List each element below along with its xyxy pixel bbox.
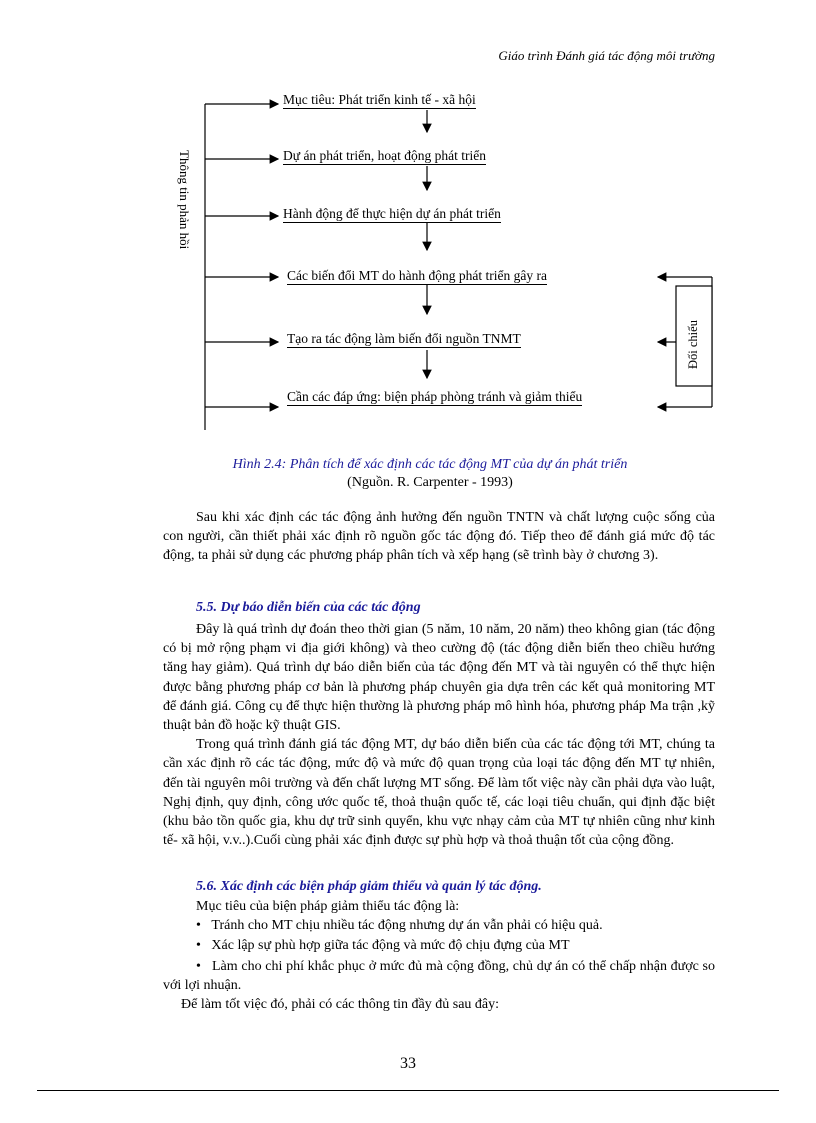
section-5-6-intro: Mục tiêu của biện pháp giảm thiểu tác động là: <box>196 899 460 914</box>
bullet-text: Làm cho chi phí khắc phục ở mức đủ mà cộng đồng, chủ dự án có thể chấp nhận được so với lợi nhuận. <box>163 959 715 994</box>
section-5-5-body <box>163 620 715 850</box>
node-response: Cần các đáp ứng: biện pháp phòng tránh và giảm thiểu <box>287 389 583 404</box>
node-changes: Các biến đổi MT do hành động phát triển gây ra <box>287 268 547 283</box>
section-5-5-paragraph-1: Đây là quá trình dự đoán theo thời gian (5 năm, 10 năm, 20 năm) theo không gian (tác động có bị mở rộng phạm vi địa giới không) và theo cường độ (tác động diễn biến theo chiều hướng tăng hay giảm). Quá trình dự báo diễn biến của tác động đến MT và tài nguyên có thể thực hiện được bằng phương pháp cơ bản là phương pháp chuyên gia dựa trên các kết quả monitoring MT để đánh giá. Công cụ để thực hiện thường là phương pháp mô hình hóa, phương pháp Ma trận ,kỹ thuật bản đồ hoặc kỹ thuật GIS. <box>163 622 715 734</box>
bullet-icon: • <box>196 938 212 953</box>
flow-diagram <box>0 80 816 440</box>
paragraph-intro-text: Sau khi xác định các tác động ảnh hưởng đến nguồn TNTN và chất lượng cuộc sống của con người, cần thiết phải xác định rõ nguồn gốc tác động đó. Tiếp theo để đánh giá mức độ tác động, ta phải sử dụng các phương pháp phân tích và xếp hạng (sẽ trình bày ở chương 3). <box>163 510 715 564</box>
figure-source: (Nguồn. R. Carpenter - 1993) <box>347 475 513 490</box>
bullet-icon: • <box>196 918 212 933</box>
footer-rule <box>37 1090 779 1091</box>
node-impact: Tạo ra tác động làm biến đổi nguồn TNMT <box>287 331 521 346</box>
bullet-text: Xác lập sự phù hợp giữa tác động và mức độ chịu đựng của MT <box>211 938 570 953</box>
compare-label: Đối chiếu <box>686 320 700 370</box>
bullet-item <box>196 938 570 954</box>
paragraph-intro <box>163 508 715 566</box>
node-goal: Mục tiêu: Phát triển kinh tế - xã hội <box>283 92 476 107</box>
node-project: Dự án phát triển, hoạt động phát triển <box>283 148 487 163</box>
page-number: 33 <box>400 1055 416 1072</box>
section-5-6-closing: Để làm tốt việc đó, phải có các thông tin đầy đủ sau đây: <box>181 997 500 1012</box>
page-header: Giáo trình Đánh giá tác động môi trường <box>498 48 715 63</box>
section-5-6-heading: 5.6. Xác định các biện pháp giảm thiểu và quản lý tác động. <box>196 879 542 894</box>
bullet-text: Tránh cho MT chịu nhiều tác động nhưng dự án vẫn phải có hiệu quả. <box>211 918 603 933</box>
bullet-icon: • <box>196 959 212 974</box>
node-action: Hành động để thực hiện dự án phát triển <box>283 206 501 221</box>
feedback-label: Thông tin phản hồi <box>177 150 192 250</box>
section-5-5-heading: 5.5. Dự báo diễn biến của các tác động <box>196 600 421 615</box>
section-5-5-paragraph-2: Trong quá trình đánh giá tác động MT, dự báo diễn biến của các tác động tới MT, chúng ta cần xác định rõ các tác động, mức độ và mức độ quan trọng của loại tác động đến MT tự nhiên, đến tài nguyên môi trường và đến chất lượng MT sống. Để làm tốt việc này cần phải dựa vào luật, Nghị định, quy định, công ước quốc tế, thoả thuận quốc tế, các loại tiêu chuẩn, qui định đặc biệt (khu bảo tồn quốc gia, khu dự trữ sinh quyển, khu vực nhạy cảm của MT tự nhiên cũng như kinh tế- xã hội, v.v..).Cuối cùng phải xác định được sự phù hợp và thoả thuận tốt của cộng đồng. <box>163 737 715 849</box>
bullet-item <box>196 918 603 934</box>
figure-caption: Hình 2.4: Phân tích để xác định các tác động MT của dự án phát triển <box>232 457 628 472</box>
bullet-item <box>163 957 715 995</box>
